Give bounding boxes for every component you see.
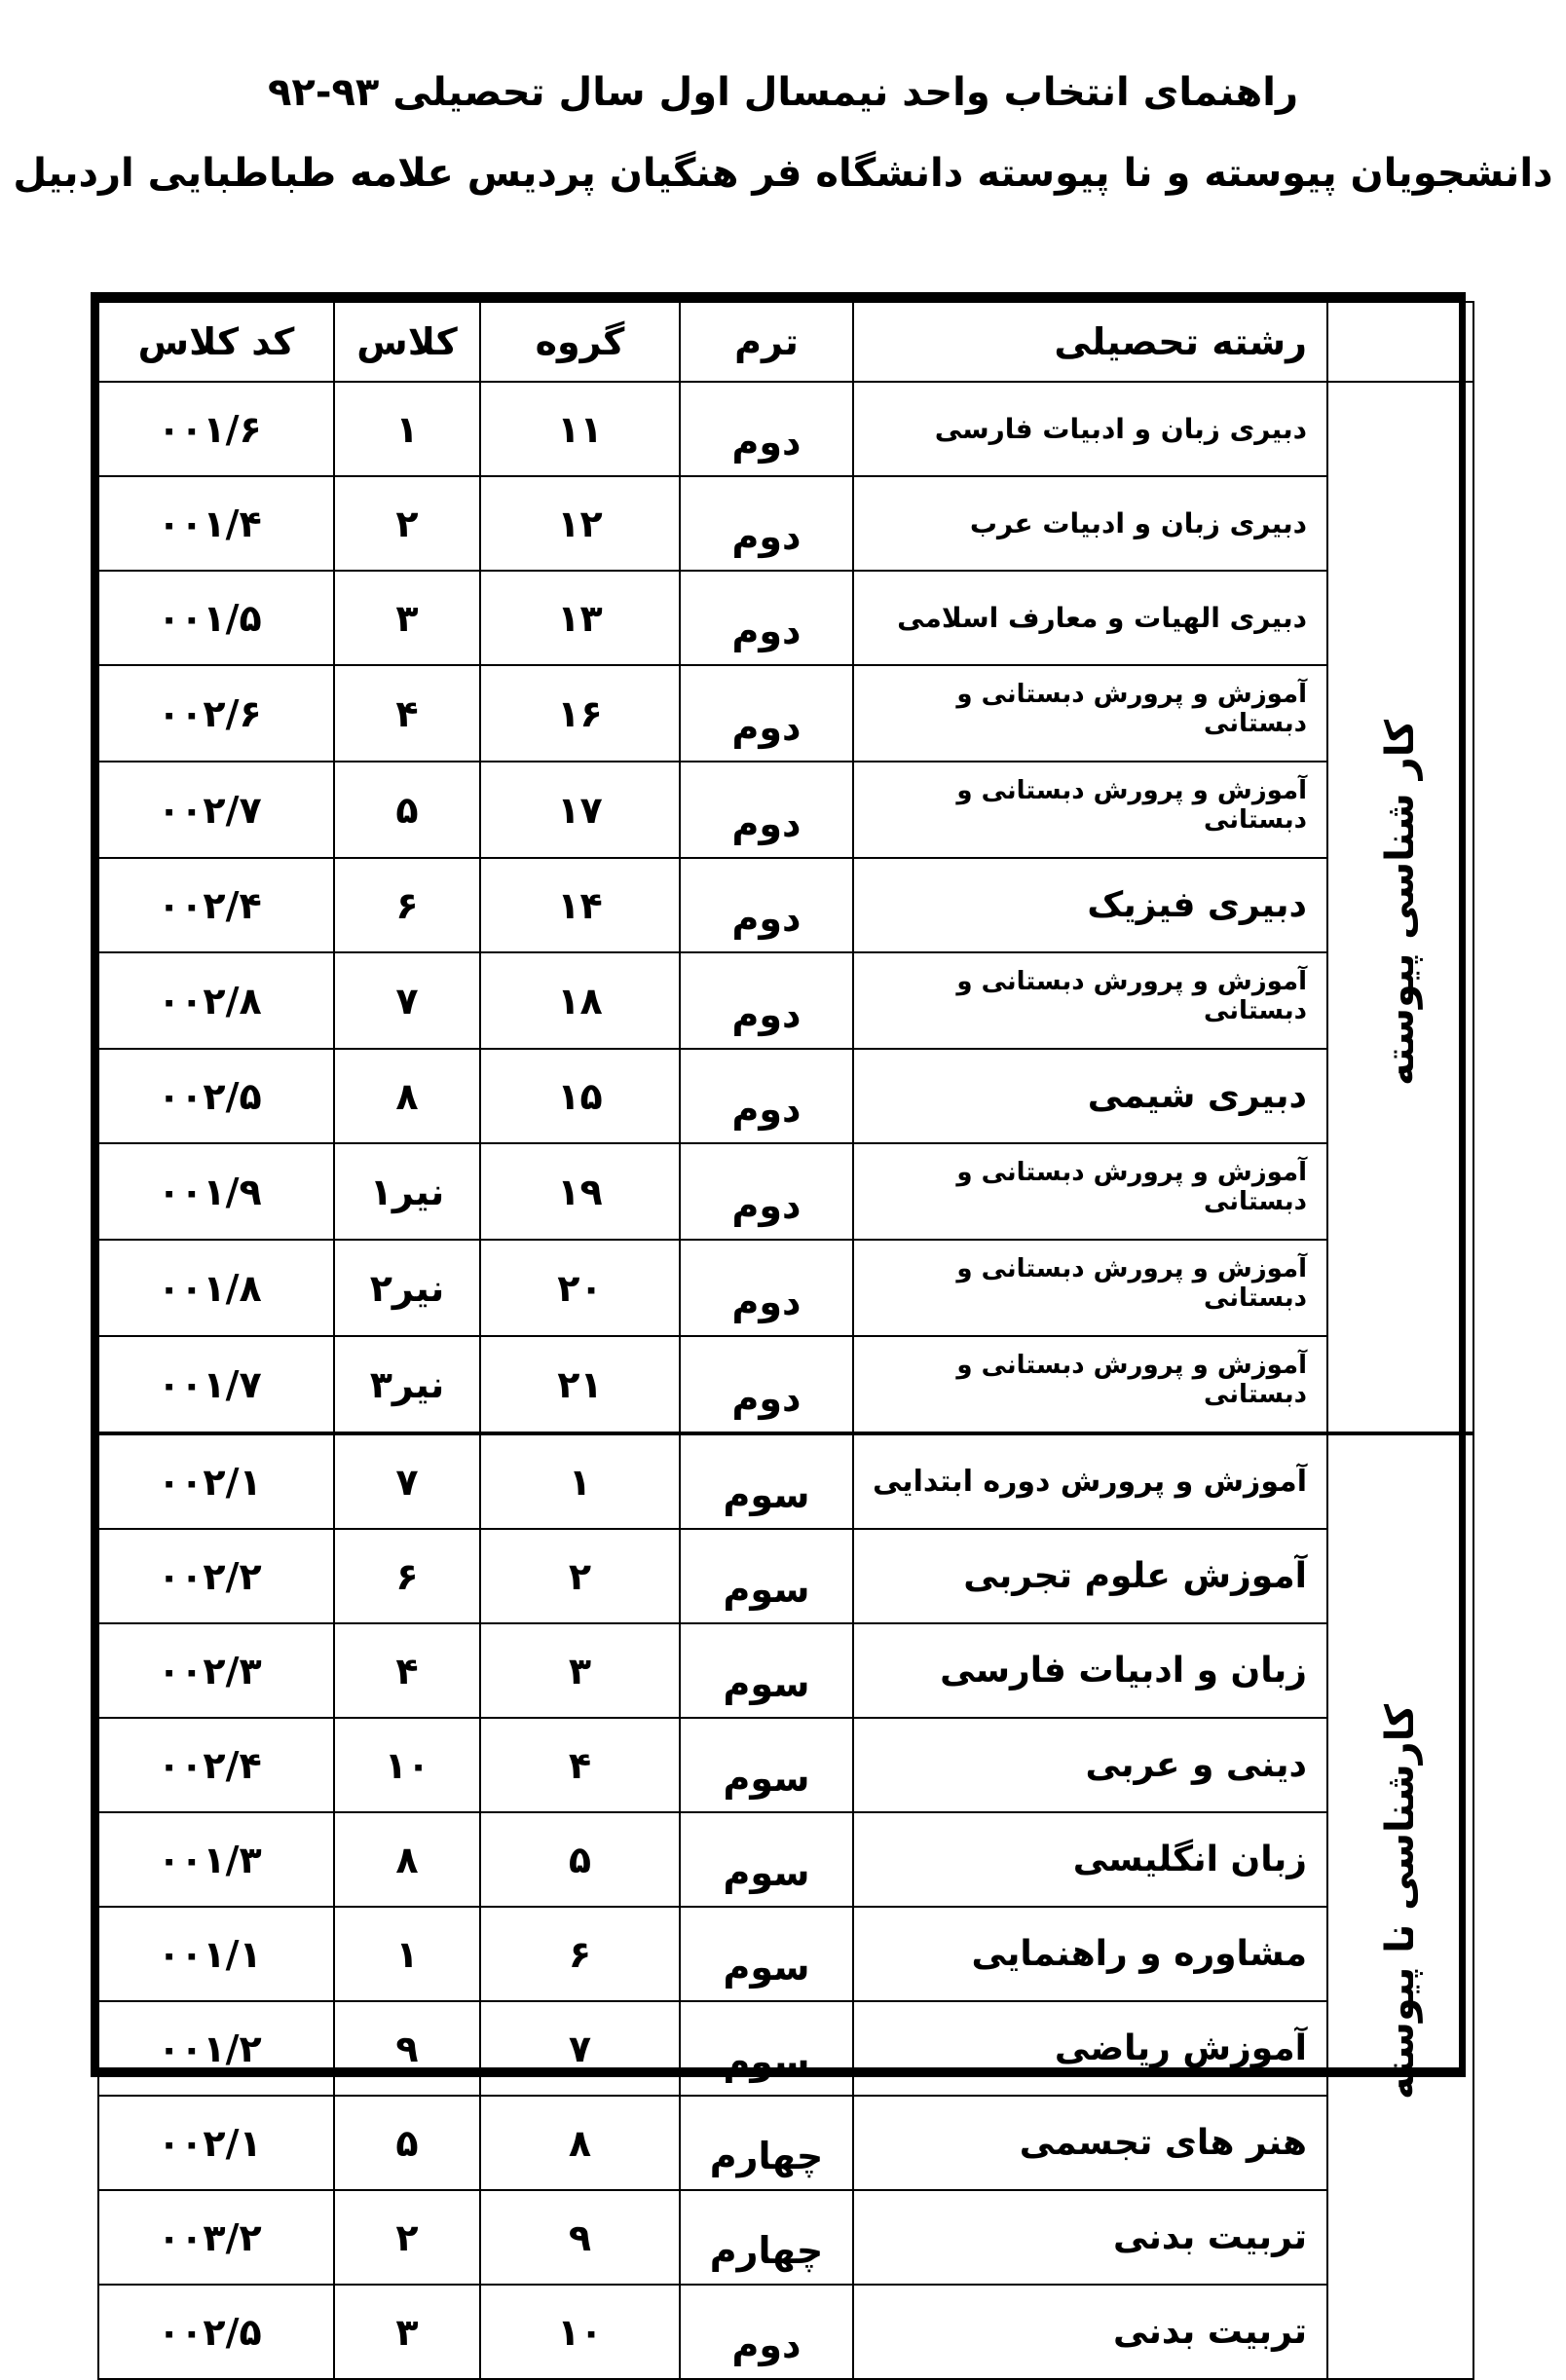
cell-class: ۶	[334, 858, 480, 952]
cell-field: آموزش و پرورش دبستانی و دبستانی	[853, 1240, 1327, 1336]
table-row	[98, 1433, 1473, 1529]
cell-code: ۰۰۲/۵	[98, 2285, 334, 2379]
cell-term: دوم	[680, 571, 853, 665]
section-cell-continuous	[1327, 382, 1473, 1433]
cell-field: آموزش و پرورش دوره ابتدایی	[853, 1433, 1327, 1529]
table-row	[98, 858, 1473, 952]
cell-field: دبیری زبان و ادبیات فارسی	[853, 382, 1327, 476]
schedule-table	[97, 301, 1474, 2380]
cell-group: ۱۴	[480, 858, 680, 952]
cell-group: ۱۶	[480, 665, 680, 762]
cell-field: دبیری زبان و ادبیات عرب	[853, 476, 1327, 571]
cell-field: آموزش و پرورش دبستانی و دبستانی	[853, 762, 1327, 858]
cell-group: ۲	[480, 1529, 680, 1623]
cell-field: هنر های تجسمی	[853, 2096, 1327, 2190]
col-header-class: کلاس	[334, 302, 480, 382]
cell-field: آموزش و پرورش دبستانی و دبستانی	[853, 1143, 1327, 1240]
cell-group: ۱۸	[480, 952, 680, 1049]
table-row	[98, 2001, 1473, 2096]
cell-code: ۰۰۲/۸	[98, 952, 334, 1049]
cell-class: ۱	[334, 1907, 480, 2001]
table-row	[98, 1907, 1473, 2001]
section-cell-non-continuous	[1327, 1433, 1473, 2379]
cell-group: ۱۳	[480, 571, 680, 665]
cell-code: ۰۰۲/۶	[98, 665, 334, 762]
cell-group: ۶	[480, 1907, 680, 2001]
cell-code: ۰۰۱/۷	[98, 1336, 334, 1433]
course-selection-table	[91, 292, 1466, 2366]
cell-code: ۰۰۱/۲	[98, 2001, 334, 2096]
cell-term: چهارم	[680, 2096, 853, 2190]
table-row	[98, 1812, 1473, 1907]
cell-code: ۰۰۱/۶	[98, 382, 334, 476]
cell-term: سوم	[680, 1907, 853, 2001]
table-row	[98, 2190, 1473, 2285]
table-row	[98, 476, 1473, 571]
section-label: کارشناسی نا پیوسته	[1378, 1703, 1423, 2101]
cell-term: دوم	[680, 476, 853, 571]
table-row	[98, 1143, 1473, 1240]
cell-term: دوم	[680, 382, 853, 476]
cell-group: ۲۰	[480, 1240, 680, 1336]
cell-code: ۰۰۲/۵	[98, 1049, 334, 1143]
cell-code: ۰۰۱/۳	[98, 1812, 334, 1907]
cell-class: ۶	[334, 1529, 480, 1623]
section-label: کار شناسی پیوسته	[1378, 719, 1423, 1086]
cell-class: ۲	[334, 2190, 480, 2285]
col-header-code: کد کلاس	[98, 302, 334, 382]
cell-group: ۷	[480, 2001, 680, 2096]
cell-term: سوم	[680, 1718, 853, 1812]
cell-field: آموزش و پرورش دبستانی و دبستانی	[853, 665, 1327, 762]
cell-class: نیر۲	[334, 1240, 480, 1336]
cell-code: ۰۰۳/۲	[98, 2190, 334, 2285]
cell-class: نیر۳	[334, 1336, 480, 1433]
cell-code: ۰۰۱/۴	[98, 476, 334, 571]
cell-group: ۹	[480, 2190, 680, 2285]
cell-code: ۰۰۱/۹	[98, 1143, 334, 1240]
cell-code: ۰۰۲/۳	[98, 1623, 334, 1718]
cell-class: ۳	[334, 571, 480, 665]
cell-code: ۰۰۲/۷	[98, 762, 334, 858]
cell-group: ۱۹	[480, 1143, 680, 1240]
cell-class: ۸	[334, 1049, 480, 1143]
col-header-field: رشته تحصیلی	[853, 302, 1327, 382]
cell-field: مشاوره و راهنمایی	[853, 1907, 1327, 2001]
cell-term: دوم	[680, 762, 853, 858]
cell-term: سوم	[680, 1433, 853, 1529]
cell-code: ۰۰۲/۲	[98, 1529, 334, 1623]
table-row	[98, 952, 1473, 1049]
cell-group: ۴	[480, 1718, 680, 1812]
section-header-cell	[1327, 302, 1473, 382]
cell-field: دبیری فیزیک	[853, 858, 1327, 952]
cell-code: ۰۰۲/۱	[98, 1433, 334, 1529]
cell-field: دبیری شیمی	[853, 1049, 1327, 1143]
cell-group: ۳	[480, 1623, 680, 1718]
col-header-group: گروه	[480, 302, 680, 382]
cell-class: ۳	[334, 2285, 480, 2379]
table-row	[98, 2285, 1473, 2379]
cell-term: دوم	[680, 1143, 853, 1240]
cell-group: ۸	[480, 2096, 680, 2190]
cell-term: دوم	[680, 1240, 853, 1336]
cell-class: نیر۱	[334, 1143, 480, 1240]
cell-field: تربیت بدنی	[853, 2190, 1327, 2285]
cell-field: آموزش ریاضی	[853, 2001, 1327, 2096]
table-row	[98, 1240, 1473, 1336]
cell-code: ۰۰۲/۴	[98, 858, 334, 952]
cell-class: ۹	[334, 2001, 480, 2096]
cell-class: ۵	[334, 2096, 480, 2190]
cell-term: دوم	[680, 1049, 853, 1143]
cell-field: آموزش و پرورش دبستانی و دبستانی	[853, 952, 1327, 1049]
cell-class: ۸	[334, 1812, 480, 1907]
cell-group: ۱۵	[480, 1049, 680, 1143]
table-row	[98, 1623, 1473, 1718]
cell-class: ۷	[334, 1433, 480, 1529]
table-row	[98, 665, 1473, 762]
cell-group: ۱۷	[480, 762, 680, 858]
cell-term: دوم	[680, 858, 853, 952]
table-row	[98, 1336, 1473, 1433]
table-body	[98, 382, 1473, 2379]
cell-term: سوم	[680, 1623, 853, 1718]
cell-field: تربیت بدنی	[853, 2285, 1327, 2379]
cell-group: ۵	[480, 1812, 680, 1907]
cell-code: ۰۰۱/۵	[98, 571, 334, 665]
cell-field: دبیری الهیات و معارف اسلامی	[853, 571, 1327, 665]
cell-code: ۰۰۲/۱	[98, 2096, 334, 2190]
table-row	[98, 762, 1473, 858]
cell-term: دوم	[680, 665, 853, 762]
cell-field: زبان انگلیسی	[853, 1812, 1327, 1907]
cell-field: دینی و عربی	[853, 1718, 1327, 1812]
cell-term: دوم	[680, 2285, 853, 2379]
document-title: راهنمای انتخاب واحد نیمسال اول سال تحصیلی ۹۳-۹۲	[268, 70, 1298, 115]
cell-group: ۱۰	[480, 2285, 680, 2379]
table-row	[98, 382, 1473, 476]
cell-code: ۰۰۲/۴	[98, 1718, 334, 1812]
cell-group: ۱۱	[480, 382, 680, 476]
cell-field: آموزش و پرورش دبستانی و دبستانی	[853, 1336, 1327, 1433]
table-row	[98, 1049, 1473, 1143]
cell-class: ۴	[334, 665, 480, 762]
cell-term: دوم	[680, 1336, 853, 1433]
cell-field: آموزش علوم تجربی	[853, 1529, 1327, 1623]
cell-class: ۱۰	[334, 1718, 480, 1812]
cell-class: ۷	[334, 952, 480, 1049]
cell-group: ۲۱	[480, 1336, 680, 1433]
document-subtitle: دانشجویان پیوسته و نا پیوسته دانشگاه فر هنگیان پردیس علامه طباطبایی اردبیل	[13, 151, 1553, 196]
table-row	[98, 1718, 1473, 1812]
cell-term: سوم	[680, 1529, 853, 1623]
header-row	[98, 302, 1473, 382]
table-row	[98, 1529, 1473, 1623]
table-row	[98, 2096, 1473, 2190]
cell-class: ۲	[334, 476, 480, 571]
cell-code: ۰۰۱/۸	[98, 1240, 334, 1336]
cell-group: ۱	[480, 1433, 680, 1529]
cell-term: سوم	[680, 2001, 853, 2096]
cell-class: ۴	[334, 1623, 480, 1718]
cell-class: ۵	[334, 762, 480, 858]
col-header-term: ترم	[680, 302, 853, 382]
cell-term: سوم	[680, 1812, 853, 1907]
table-row	[98, 571, 1473, 665]
cell-term: چهارم	[680, 2190, 853, 2285]
cell-term: دوم	[680, 952, 853, 1049]
cell-field: زبان و ادبیات فارسی	[853, 1623, 1327, 1718]
cell-group: ۱۲	[480, 476, 680, 571]
cell-class: ۱	[334, 382, 480, 476]
cell-code: ۰۰۱/۱	[98, 1907, 334, 2001]
